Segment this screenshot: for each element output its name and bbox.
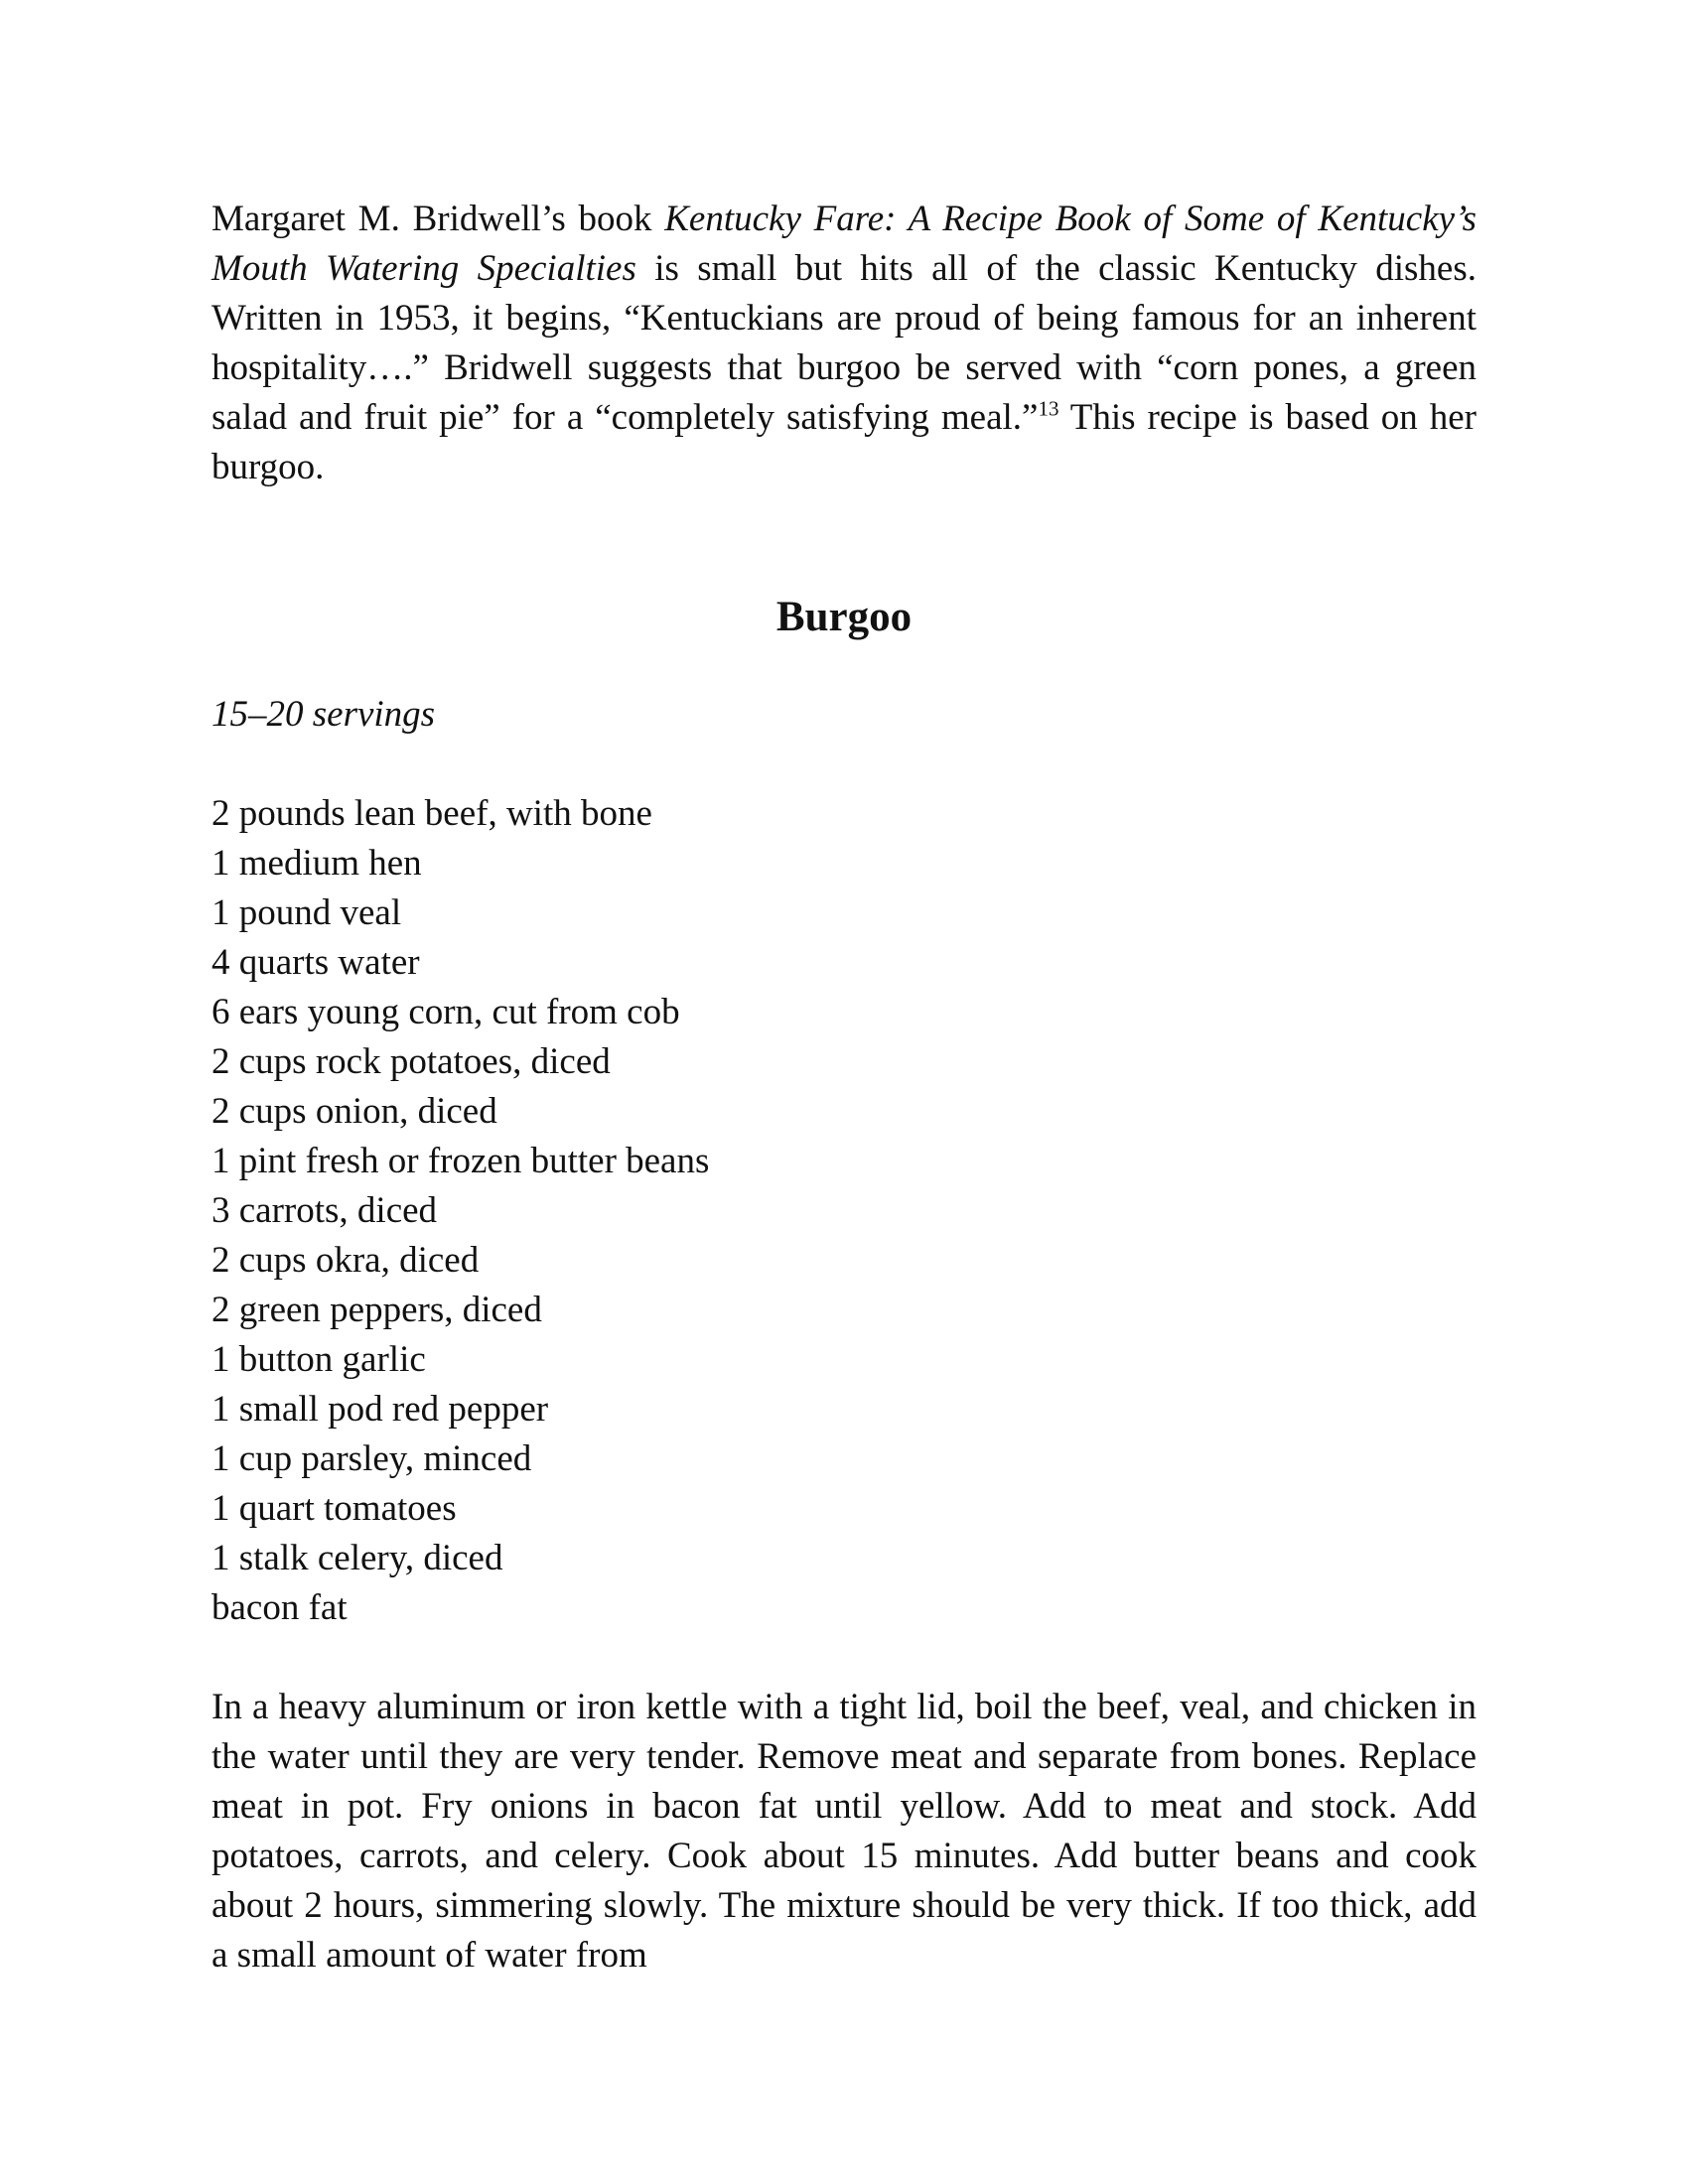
document-page [211, 195, 1477, 1980]
intro-text-1: Margaret M. Bridwell’s book [211, 199, 665, 239]
ingredient-item: 1 cup parsley, minced [211, 1438, 532, 1479]
intro-text-3: This recipe is based on her burgoo. [211, 397, 1477, 487]
recipe-title: Burgoo [775, 594, 913, 640]
servings-line: 15–20 servings [211, 694, 436, 735]
intro-paragraph [211, 195, 1477, 492]
ingredient-item: 2 cups rock potatoes, diced [211, 1041, 611, 1082]
ingredient-item: 2 cups okra, diced [211, 1240, 480, 1281]
book-title: Kentucky Fare: A Recipe Book of Some of Kentucky’s Mouth Watering Specialties [211, 199, 1477, 289]
ingredient-item: 1 pint fresh or frozen butter beans [211, 1141, 710, 1181]
ingredient-item: 1 medium hen [211, 843, 422, 884]
ingredient-item: 6 ears young corn, cut from cob [211, 992, 680, 1032]
ingredient-item: 2 cups onion, diced [211, 1091, 497, 1132]
intro-text-2: is small but hits all of the classic Kentucky dishes. Written in 1953, it begins, “Kentuckians are proud of being famous for an inherent hospitality….” Bridwell suggests that burgoo be served with “corn pones, a green salad and fruit pie” for a “completely satisfying meal.” [211, 248, 1477, 438]
ingredient-item: 3 carrots, diced [211, 1190, 438, 1231]
ingredient-list [211, 789, 1477, 1633]
ingredient-item: 2 pounds lean beef, with bone [211, 793, 652, 834]
ingredient-item: 1 quart tomatoes [211, 1488, 457, 1529]
ingredient-item: 4 quarts water [211, 942, 420, 983]
footnote-marker: 13 [1038, 396, 1059, 421]
ingredient-item: bacon fat [211, 1587, 348, 1628]
ingredient-item: 1 button garlic [211, 1339, 426, 1380]
directions-paragraph: In a heavy aluminum or iron kettle with a tight lid, boil the beef, veal, and chicken in the water until they are very tender. Remove meat and separate from bones. Replace meat in pot. Fry onions in bacon fat until yellow. Add to meat and stock. Add potatoes, carrots, and celery. Cook about 15 minutes. Add butter beans and cook about 2 hours, simmering slowly. The mixture should be very thick. If too thick, add a small amount of water from [211, 1687, 1477, 1976]
ingredient-item: 1 stalk celery, diced [211, 1538, 503, 1578]
ingredient-item: 1 small pod red pepper [211, 1389, 549, 1430]
ingredient-item: 1 pound veal [211, 892, 402, 933]
ingredient-item: 2 green peppers, diced [211, 1290, 542, 1330]
